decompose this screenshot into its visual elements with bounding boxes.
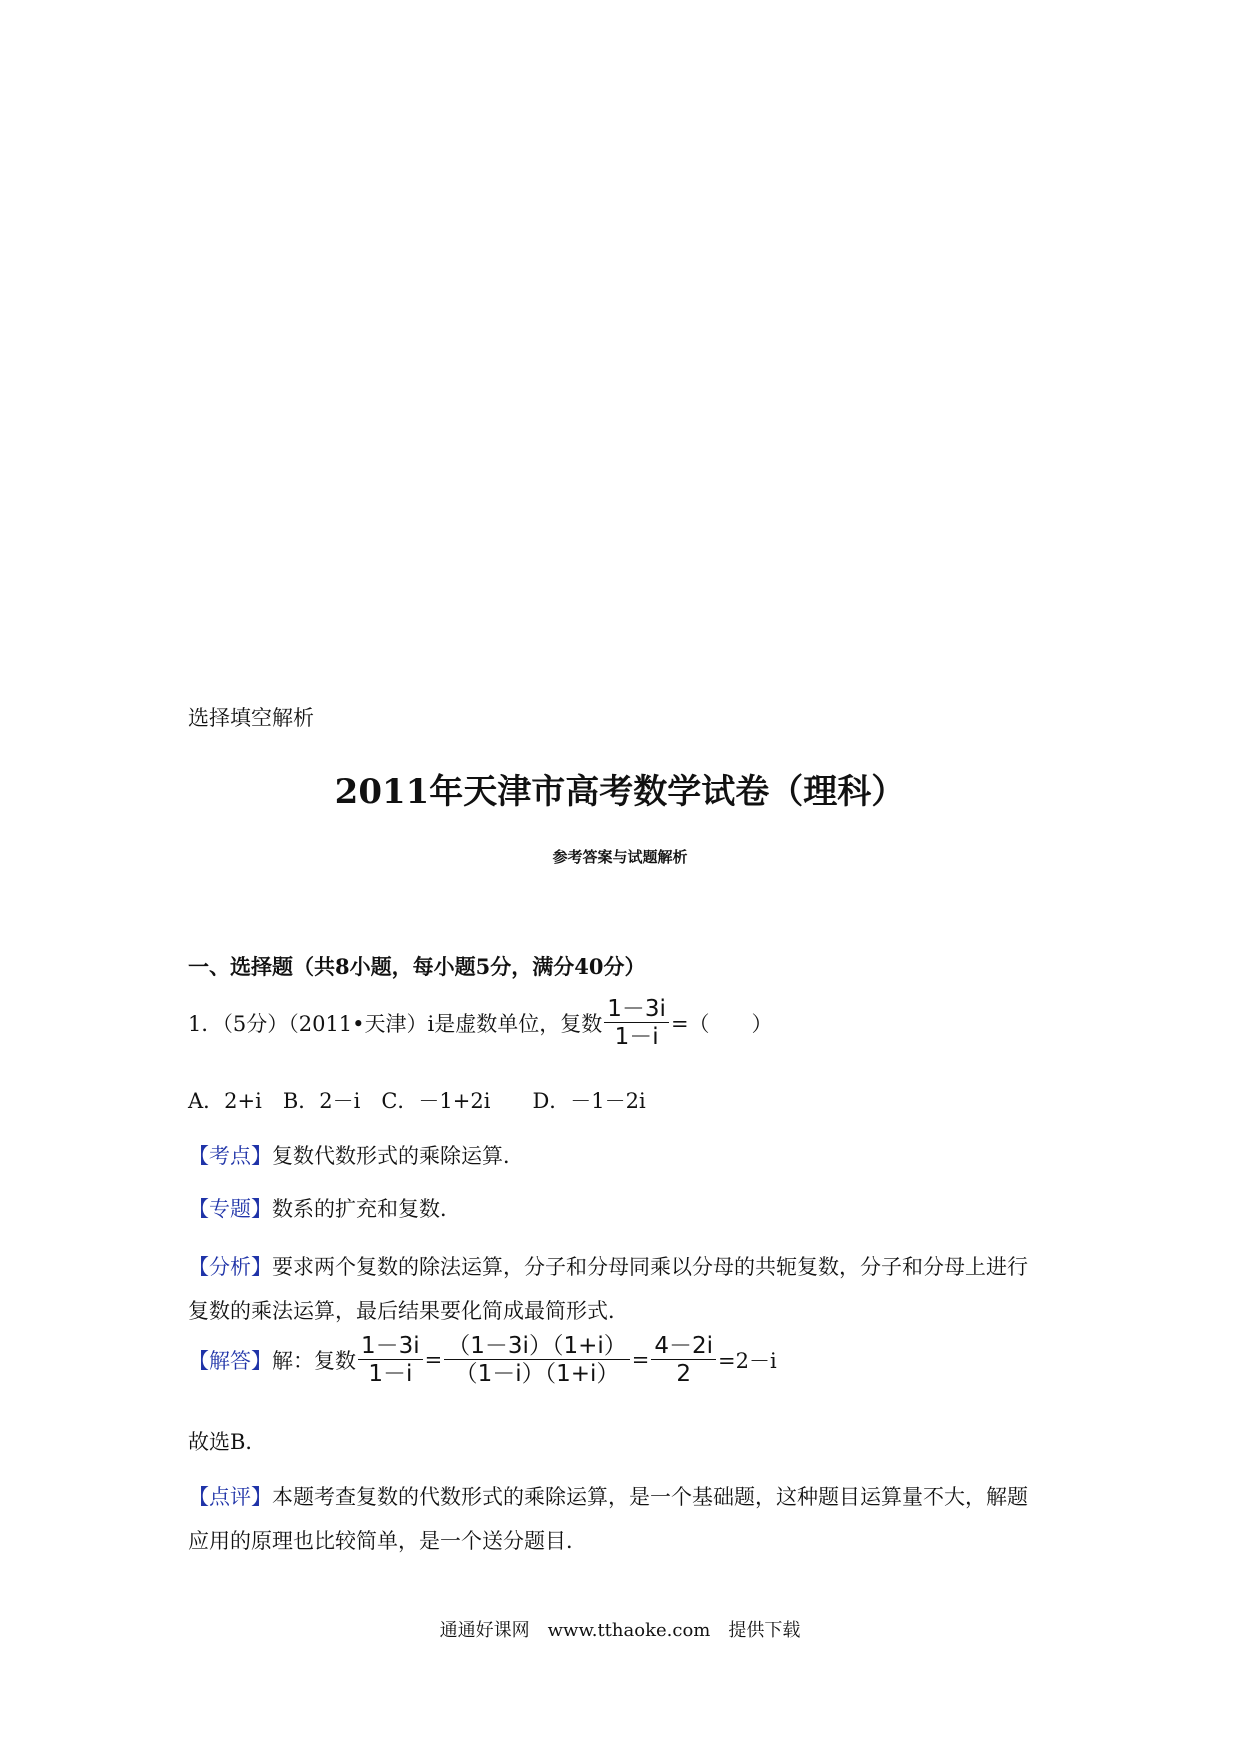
dianping-tag: 【点评】 [188, 1485, 272, 1509]
zhuanti-line [188, 1193, 461, 1223]
fraction-denominator: （1－i）（1+i） [454, 1361, 620, 1388]
section-heading: 一、选择题（共8小题，每小题5分，满分40分） [188, 954, 646, 979]
page-title: 2011年天津市高考数学试卷（理科） [334, 772, 906, 812]
fenxi-tag: 【分析】 [188, 1255, 272, 1279]
jieda-fraction-2 [444, 1334, 629, 1386]
kaodian-text: 复数代数形式的乘除运算． [272, 1144, 524, 1168]
fraction-numerator: 1－3i [358, 1334, 423, 1360]
kaodian-tag: 【考点】 [188, 1144, 272, 1168]
fraction-denominator: 1－i [368, 1361, 413, 1388]
equals-sign: = [631, 1348, 650, 1373]
fenxi-text-1: 要求两个复数的除法运算，分子和分母同乘以分母的共轭复数，分子和分母上进行 [272, 1255, 1028, 1279]
page-subtitle: 参考答案与试题解析 [552, 848, 688, 866]
question-fraction [604, 997, 669, 1049]
fraction-numerator: 4－2i [651, 1334, 716, 1360]
fenxi-line-1 [188, 1251, 1028, 1281]
dianping-line-1 [188, 1481, 1028, 1511]
equals-sign: = [424, 1348, 443, 1373]
question-suffix: =（ ） [670, 1012, 773, 1037]
dianping-line-2: 应用的原理也比较简单，是一个送分题目． [188, 1529, 587, 1553]
jieda-result: =2－i [718, 1349, 777, 1374]
jieda-line [188, 1334, 777, 1386]
answer-options: A．2+i B．2－i C．－1+2i D．－1－2i [188, 1089, 646, 1113]
jieda-fraction-3 [651, 1334, 716, 1386]
zhuanti-text: 数系的扩充和复数． [272, 1197, 461, 1221]
fenxi-line-2: 复数的乘法运算，最后结果要化简成最简形式． [188, 1299, 629, 1323]
header-label: 选择填空解析 [188, 706, 314, 730]
zhuanti-tag: 【专题】 [188, 1197, 272, 1221]
dianping-text-1: 本题考查复数的代数形式的乘除运算，是一个基础题，这种题目运算量不大，解题 [272, 1485, 1028, 1509]
question-prefix: 1．（5分）（2011•天津）i是虚数单位，复数 [188, 1012, 603, 1037]
fraction-numerator: （1－3i）（1+i） [444, 1334, 629, 1360]
page-footer: 通通好课网 www.tthaoke.com 提供下载 [439, 1620, 801, 1641]
jieda-tag: 【解答】 [188, 1349, 272, 1374]
question-stem [188, 997, 773, 1049]
jieda-lead: 解：复数 [272, 1349, 356, 1374]
fraction-numerator: 1－3i [604, 997, 669, 1023]
fraction-denominator: 1－i [614, 1024, 659, 1051]
jieda-fraction-1 [358, 1334, 423, 1386]
kaodian-line [188, 1140, 524, 1170]
fraction-denominator: 2 [676, 1361, 691, 1388]
conclusion: 故选B． [188, 1430, 267, 1454]
